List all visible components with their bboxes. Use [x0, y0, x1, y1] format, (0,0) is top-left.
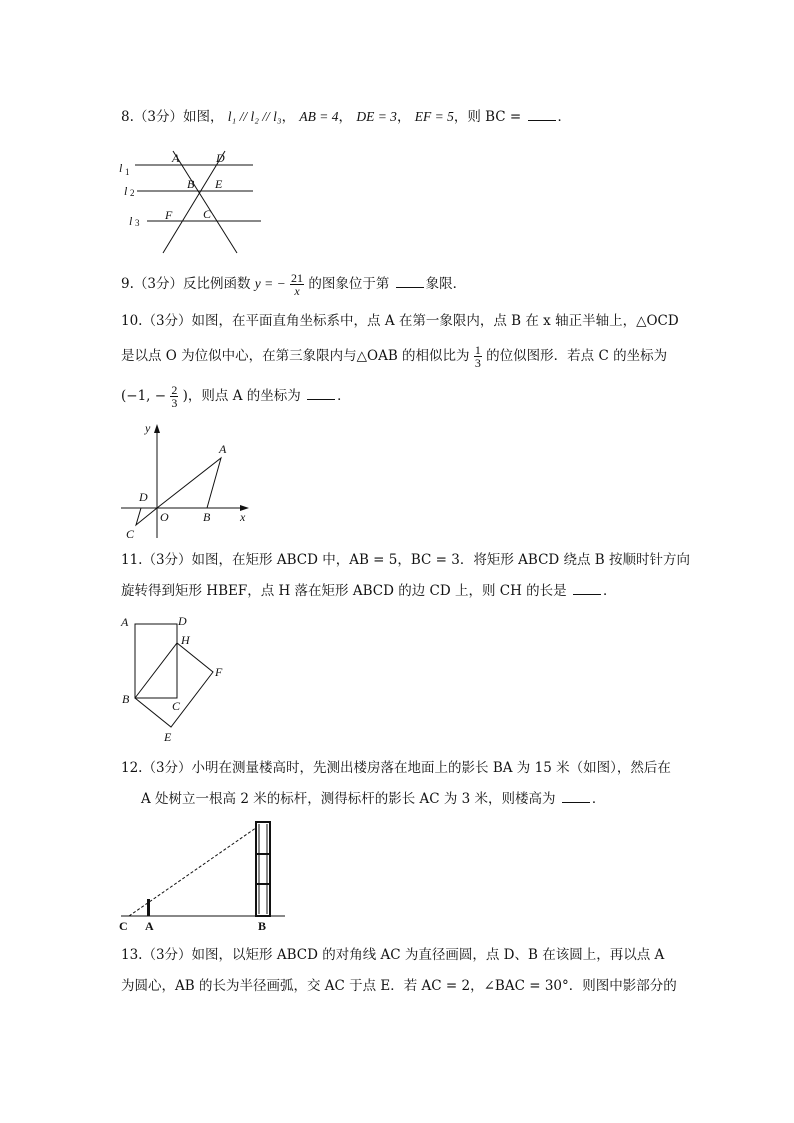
q10-answer-blank	[307, 387, 335, 400]
q10-line1: 10.（3分）如图，在平面直角坐标系中，点 A 在第一象限内，点 B 在 x 轴正半轴上，△OCD	[121, 313, 679, 329]
q10-end: ．	[337, 388, 351, 404]
q12-pole	[147, 899, 150, 916]
q8-label-E: E	[215, 177, 223, 191]
q9-suffix: 的图象位于第	[308, 276, 390, 292]
q13-line2: 为圆心，AB 的长为半径画弧，交 AC 于点 E．若 AC = 2，∠BAC = 30°．则图中影部分的	[121, 978, 677, 994]
q8-label-D: D	[216, 151, 225, 165]
q8-label-l1-sub: 1	[125, 167, 130, 177]
q8-de: DE = 3	[356, 109, 397, 124]
q10-line2	[121, 344, 667, 369]
q8-label-l3-sub: 3	[135, 218, 140, 228]
q8-ef: EF = 5	[414, 109, 454, 124]
q10-label-D: D	[139, 490, 148, 504]
q9-fraction	[290, 272, 304, 297]
q10-line2a: 是以点 O 为位似中心，在第三象限内与△OAB 的相似比为	[121, 348, 470, 364]
q13-line1: 13.（3分）如图，以矩形 ABCD 的对角线 AC 为直径画圆，点 D、B 在该圆上，再以点 A	[121, 947, 665, 963]
q12-label-B: B	[258, 919, 267, 933]
q10-y-axis-arrow	[154, 424, 160, 433]
q10-ratio-den: 3	[474, 356, 481, 370]
q8-figure	[115, 143, 275, 258]
q8-label-l2-sub: 2	[130, 188, 135, 198]
q10-line2b: 的位似图形．若点 C 的坐标为	[486, 348, 668, 364]
q12-label-C: C	[119, 919, 128, 933]
q12-line2	[141, 790, 605, 808]
q8-label-F: F	[165, 208, 173, 222]
q8-label-l1: l	[119, 161, 123, 175]
q8-prefix: 8.（3分）如图，	[121, 109, 224, 125]
q12-figure	[115, 818, 295, 938]
q10-coord-num: 2	[171, 383, 178, 397]
q10-ratio	[474, 344, 482, 369]
q11-line2-text: 旋转得到矩形 HBEF，点 H 落在矩形 ABCD 的边 CD 上，则 CH 的长是	[121, 583, 567, 599]
q11-end: ．	[602, 583, 617, 599]
q10-coord-a: (−1, −	[121, 388, 167, 404]
q10-triangle-OCD	[136, 508, 157, 525]
q9-function-lhs: y = −	[254, 276, 286, 291]
q11-label-F: F	[215, 665, 223, 679]
q10-triangle-OAB	[157, 458, 221, 508]
q9-end: 象限．	[425, 276, 467, 292]
q9-fraction-den: x	[294, 284, 300, 298]
q11-answer-blank	[573, 582, 601, 595]
q8-label-C: C	[203, 207, 212, 221]
q11-label-D: D	[178, 614, 187, 628]
q8-label-l2: l	[124, 184, 128, 198]
q8-ask: ，则 BC =	[453, 109, 522, 125]
q10-coord-den: 3	[171, 396, 178, 410]
q12-answer-blank	[562, 790, 590, 803]
q11-label-A: A	[121, 615, 129, 629]
q10-line3	[121, 384, 351, 409]
q10-ratio-num: 1	[474, 343, 481, 357]
q10-label-C: C	[126, 527, 135, 541]
q10-label-A: A	[219, 442, 227, 456]
q12-label-A: A	[145, 919, 154, 933]
q11-rect-ABCD	[135, 624, 177, 698]
q10-coord-b: )，则点 A 的坐标为	[182, 388, 301, 404]
q8-ab: AB = 4	[299, 109, 339, 124]
q9-fraction-num: 21	[291, 271, 304, 285]
q10-coord-frac	[170, 384, 178, 409]
q11-line2	[121, 582, 616, 600]
q8-end: ．	[557, 109, 572, 125]
q12-end: ．	[591, 791, 606, 807]
q12-building	[256, 822, 270, 916]
q10-label-O: O	[160, 510, 169, 524]
q12-line1: 12.（3分）小明在测量楼高时，先测出楼房落在地面上的影长 BA 为 15 米（如图），然后在	[121, 760, 671, 776]
q11-label-B: B	[122, 692, 130, 706]
q11-label-H: H	[181, 633, 190, 647]
q10-label-x: x	[240, 510, 246, 524]
q10-label-B: B	[203, 510, 211, 524]
q11-line1: 11.（3分）如图，在矩形 ABCD 中，AB = 5，BC = 3．将矩形 ABCD 绕点 B 按顺时针方向	[121, 552, 691, 568]
q11-label-E: E	[164, 730, 172, 744]
q8-label-B: B	[187, 177, 195, 191]
q8-label-A: A	[172, 151, 180, 165]
q11-label-C: C	[172, 699, 181, 713]
q12-line2-text: A 处树立一根高 2 米的标杆，测得标杆的影长 AC 为 3 米，则楼高为	[141, 791, 556, 807]
q9-answer-blank	[396, 275, 424, 288]
q8-transversal-1	[173, 151, 237, 253]
q9-prefix: 9.（3分）反比例函数	[121, 276, 251, 292]
q8-parallel-condition: l₁ // l₂ // l₃	[227, 109, 282, 124]
q10-label-y: y	[145, 421, 151, 435]
q8-text: 8.（3分）如图， l₁ // l₂ // l₃， AB = 4， DE = 3， EF = 5，则 BC = ．	[121, 109, 572, 125]
q8-transversal-2	[163, 151, 225, 253]
q8-label-l3: l	[129, 214, 133, 228]
q10-figure	[115, 420, 260, 545]
q11-rect-HBEF	[135, 643, 213, 727]
q11-figure	[115, 610, 235, 745]
q9-text	[121, 272, 466, 297]
q8-answer-blank	[528, 108, 556, 121]
